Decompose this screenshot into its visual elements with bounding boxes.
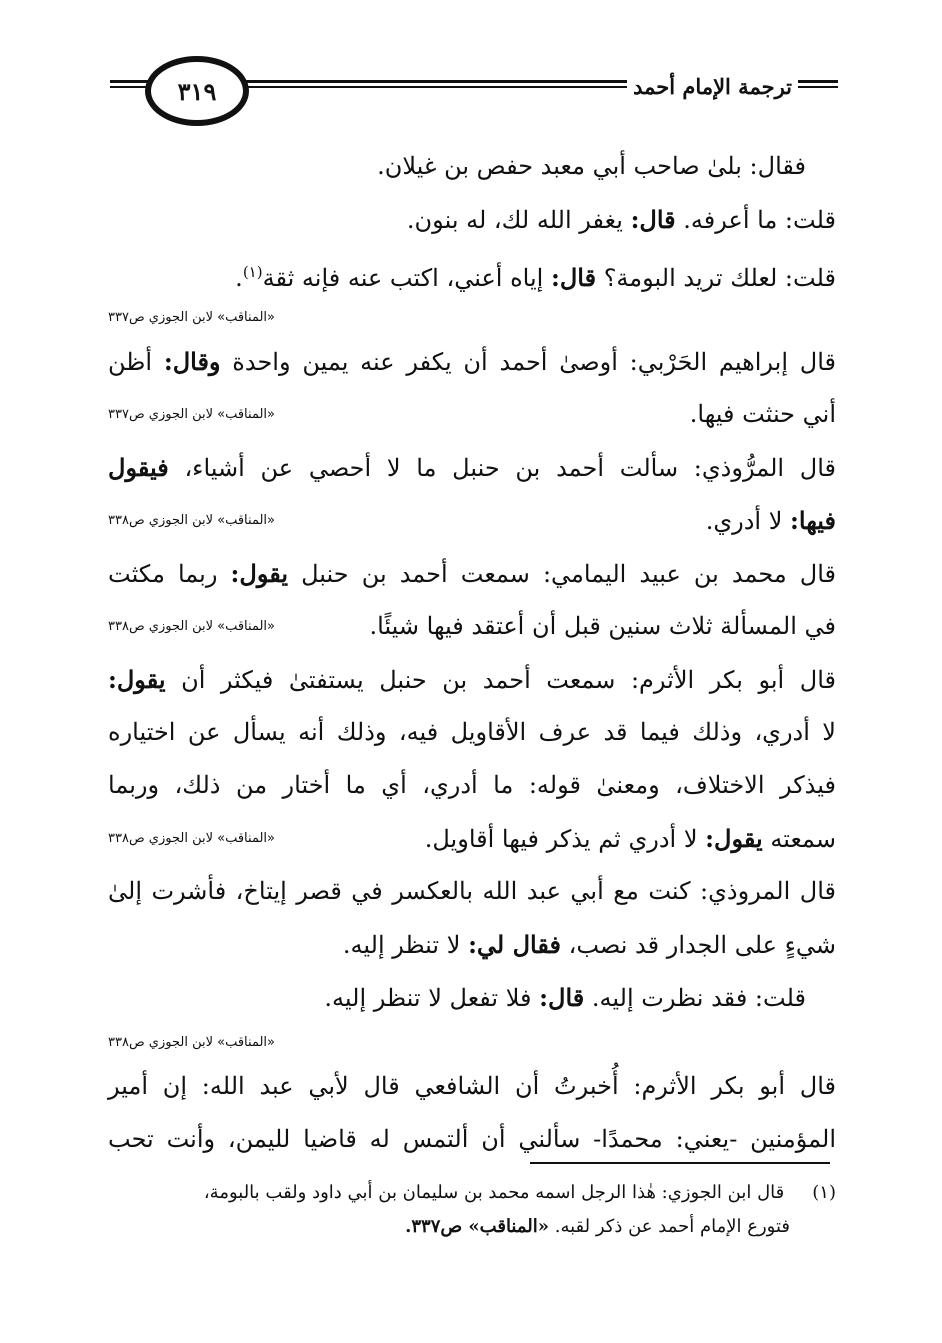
text-span: ربما مكثت <box>108 560 218 588</box>
text-span: . <box>235 264 243 292</box>
footnote <box>108 1176 836 1244</box>
header-rule-left <box>110 80 148 83</box>
text-span: لا أدري. <box>705 506 783 535</box>
text-line <box>108 193 836 246</box>
text-span: قال المروذي: كنت مع أبي عبد الله بالعكسر في قصر إيتاخ، فأشرت إلىٰ <box>108 877 836 905</box>
text-span: لا أدري، وذلك فيما قد عرف الأقاويل فيه، وذلك أنه يسأل عن اختياره <box>108 718 836 746</box>
text-span: شيءٍ على الجدار قد نصب، <box>568 931 836 959</box>
text-line <box>108 1113 836 1166</box>
text-span: أني حنثت فيها. <box>689 400 836 428</box>
speaker-keyword: وقال: <box>163 347 221 376</box>
source-citation-line <box>108 299 836 335</box>
footnote-line <box>108 1176 836 1210</box>
footnote-separator <box>530 1162 830 1164</box>
source-citation: «المناقب» لابن الجوزي ص٣٣٧ <box>108 310 275 325</box>
text-span: يغفر الله لك، له بنون. <box>406 206 623 234</box>
text-line <box>108 246 836 299</box>
text-line <box>108 140 836 193</box>
text-span <box>425 812 836 866</box>
footnote-text: قال ابن الجوزي: هٰذا الرجل اسمه محمد بن سليمان بن أبي داود ولقب بالبومة، <box>203 1182 785 1203</box>
text-line <box>108 600 836 653</box>
text-span: قال المرُّوذي: سألت أحمد بن حنبل ما لا أحصي عن أشياء، <box>184 454 836 482</box>
text-span: المؤمنين -يعني: محمدًا- سألني أن ألتمس له قاضيا لليمن، وأنت تحب <box>108 1125 836 1153</box>
speaker-keyword: فقال لي: <box>468 930 561 959</box>
source-citation: «المناقب» لابن الجوزي ص٣٣٧ <box>108 407 275 422</box>
text-line <box>108 547 836 600</box>
header-rule-left-thin <box>110 86 148 88</box>
text-span: أظن <box>108 348 153 376</box>
page-number: ٣١٩ <box>145 56 249 126</box>
speaker-keyword: قال: <box>539 983 585 1012</box>
text-span: قلت: ما أعرفه. <box>683 206 836 234</box>
text-span: فقال: بلىٰ صاحب أبي معبد حفص بن غيلان. <box>377 152 806 180</box>
source-citation: «المناقب» لابن الجوزي ص٣٣٨ <box>108 513 275 528</box>
speaker-keyword: يقول: <box>705 823 763 853</box>
speaker-keyword: فيها: <box>790 505 836 535</box>
running-header <box>110 56 838 126</box>
footnote-line <box>108 1210 836 1244</box>
speaker-keyword: قال: <box>550 263 597 292</box>
page-body <box>108 140 836 1166</box>
text-span: فيذكر الاختلاف، ومعنىٰ قوله: ما أدري، أي ما أختار من ذلك، وربما <box>108 771 836 799</box>
footnote-citation: «المناقب» ص٣٣٧. <box>405 1216 550 1237</box>
text-line <box>108 706 836 759</box>
text-span: في المسألة ثلاث سنين قبل أن أعتقد فيها شيئًا. <box>369 612 836 640</box>
text-span: قلت: فقد نظرت إليه. <box>591 984 806 1012</box>
text-span <box>706 494 836 548</box>
text-line <box>108 388 836 441</box>
speaker-keyword: يقول: <box>108 665 166 694</box>
text-span: لا تنظر إليه. <box>342 931 461 959</box>
text-line <box>108 918 836 971</box>
text-span: قال محمد بن عبيد اليمامي: سمعت أحمد بن حنبل <box>301 560 836 588</box>
text-span: إياه أعني، اكتب عنه فإنه ثقة <box>262 264 544 292</box>
text-line <box>108 494 836 547</box>
text-line <box>108 335 836 388</box>
text-span: قال إبراهيم الحَرْبي: أوصىٰ أحمد أن يكفر عنه يمين واحدة <box>232 348 837 376</box>
footnote-marker: (١) <box>812 1182 836 1203</box>
speaker-keyword: فيقول <box>108 453 169 482</box>
text-line <box>108 812 836 865</box>
running-title: ترجمة الإمام أحمد <box>627 74 798 99</box>
text-span: لا أدري ثم يذكر فيها أقاويل. <box>424 824 698 853</box>
text-span: قلت: لعلك تريد البومة؟ <box>603 264 836 292</box>
text-line <box>108 441 836 494</box>
footnote-text: فتورع الإمام أحمد عن ذكر لقبه. <box>554 1216 790 1237</box>
text-span: فلا تفعل لا تنظر إليه. <box>324 984 532 1012</box>
source-citation: «المناقب» لابن الجوزي ص٣٣٨ <box>108 619 275 634</box>
text-line <box>108 1060 836 1113</box>
source-citation: «المناقب» لابن الجوزي ص٣٣٨ <box>108 1035 275 1050</box>
text-span: قال أبو بكر الأثرم: سمعت أحمد بن حنبل يستفتىٰ فيكثر أن <box>181 666 836 694</box>
text-span: سمعته <box>770 824 836 853</box>
speaker-keyword: قال: <box>630 205 676 234</box>
text-line <box>108 759 836 812</box>
footnote-ref: (١) <box>242 263 263 281</box>
text-span: قال أبو بكر الأثرم: أُخبرتُ أن الشافعي قال لأبي عبد الله: إن أمير <box>108 1072 836 1100</box>
text-line <box>108 971 836 1024</box>
source-citation-line <box>108 1024 836 1060</box>
speaker-keyword: يقول: <box>230 559 289 588</box>
source-citation: «المناقب» لابن الجوزي ص٣٣٨ <box>108 831 275 846</box>
text-line <box>108 865 836 918</box>
text-line <box>108 653 836 706</box>
